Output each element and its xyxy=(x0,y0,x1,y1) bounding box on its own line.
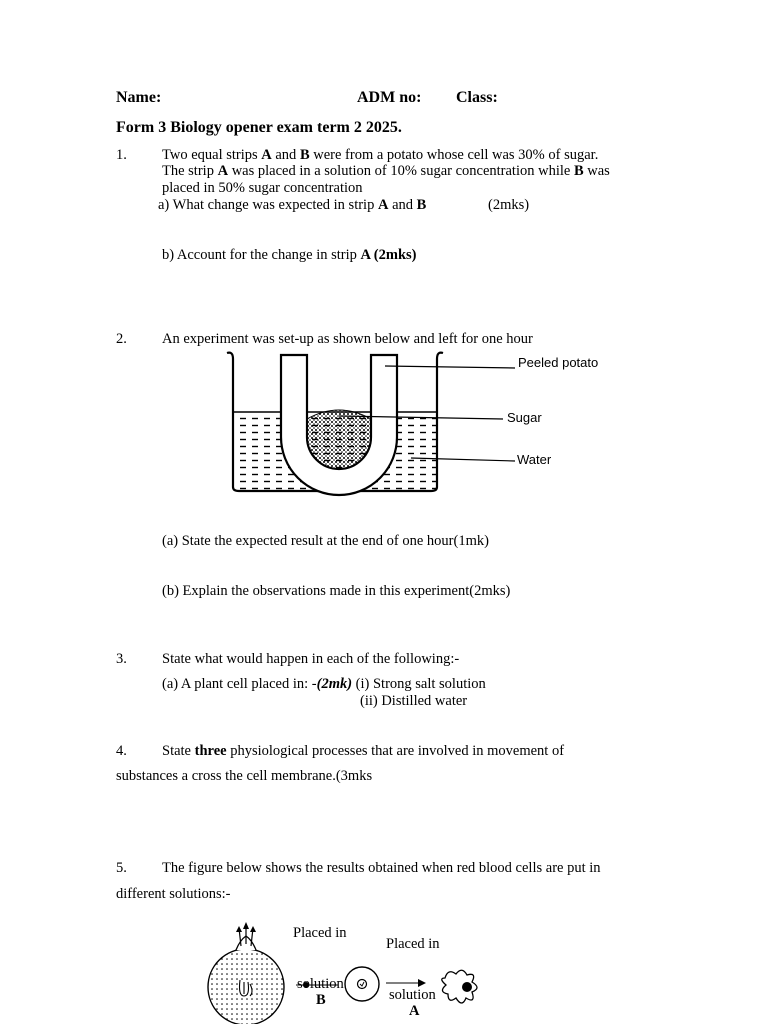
class-label: Class: xyxy=(456,89,498,106)
exam-title: Form 3 Biology opener exam term 2 2025. xyxy=(116,119,402,136)
name-label: Name: xyxy=(116,89,162,106)
sugar xyxy=(307,410,371,469)
q3-text: State what would happen in each of the following:- xyxy=(162,651,460,667)
solution-b-letter: B xyxy=(316,992,326,1008)
solution-a-letter: A xyxy=(409,1003,420,1019)
placed-in-label-1: Placed in xyxy=(293,925,347,941)
arrow-a xyxy=(386,979,426,987)
solution-a-label: solution xyxy=(389,987,436,1003)
q5-text: The figure below shows the results obtained when red blood cells are put in xyxy=(162,860,601,876)
q2-number: 2. xyxy=(116,331,127,347)
q3-number: 3. xyxy=(116,651,127,667)
q5-number: 5. xyxy=(116,860,127,876)
q2-part-a: (a) State the expected result at the end of one hour(1mk) xyxy=(162,533,489,549)
potato-osmometer-diagram xyxy=(215,345,615,500)
adm-no-label: ADM no: xyxy=(357,89,422,106)
q1-part-a: a) What change was expected in strip A and B xyxy=(158,197,427,213)
q1-part-b: b) Account for the change in strip A (2mks) xyxy=(162,247,417,263)
red-blood-cell-figure xyxy=(200,912,510,1024)
label-peeled-potato: Peeled potato xyxy=(518,355,599,370)
solution-b-label: solution xyxy=(297,976,344,992)
label-water: Water xyxy=(517,452,552,467)
q2-part-b: (b) Explain the observations made in this experiment(2mks) xyxy=(162,583,511,599)
normal-red-blood-cell xyxy=(345,967,379,1001)
q3-part-a-ii: (ii) Distilled water xyxy=(360,693,468,709)
q1-part-a-marks: (2mks) xyxy=(488,197,530,213)
q1-line-1: Two equal strips A and B were from a potato whose cell was 30% of sugar. xyxy=(162,147,599,163)
q3-part-a: (a) A plant cell placed in: -(2mk) (i) Strong salt solution xyxy=(162,676,486,692)
q2-text: An experiment was set-up as shown below and left for one hour xyxy=(162,331,533,347)
q4-text-line-2: substances a cross the cell membrane.(3mks xyxy=(116,768,373,784)
q4-number: 4. xyxy=(116,743,127,759)
q5-text-line-2: different solutions:- xyxy=(116,886,231,902)
q1-line-3: placed in 50% sugar concentration xyxy=(162,180,363,196)
q1-line-2: The strip A was placed in a solution of 10% sugar concentration while B was xyxy=(162,163,610,179)
label-sugar: Sugar xyxy=(507,410,542,425)
crenated-red-blood-cell xyxy=(442,970,477,1003)
burst-red-blood-cell xyxy=(208,922,284,1024)
q4-text: State three physiological processes that are involved in movement of xyxy=(162,743,565,759)
placed-in-label-2: Placed in xyxy=(386,936,440,952)
q1-number: 1. xyxy=(116,147,127,163)
